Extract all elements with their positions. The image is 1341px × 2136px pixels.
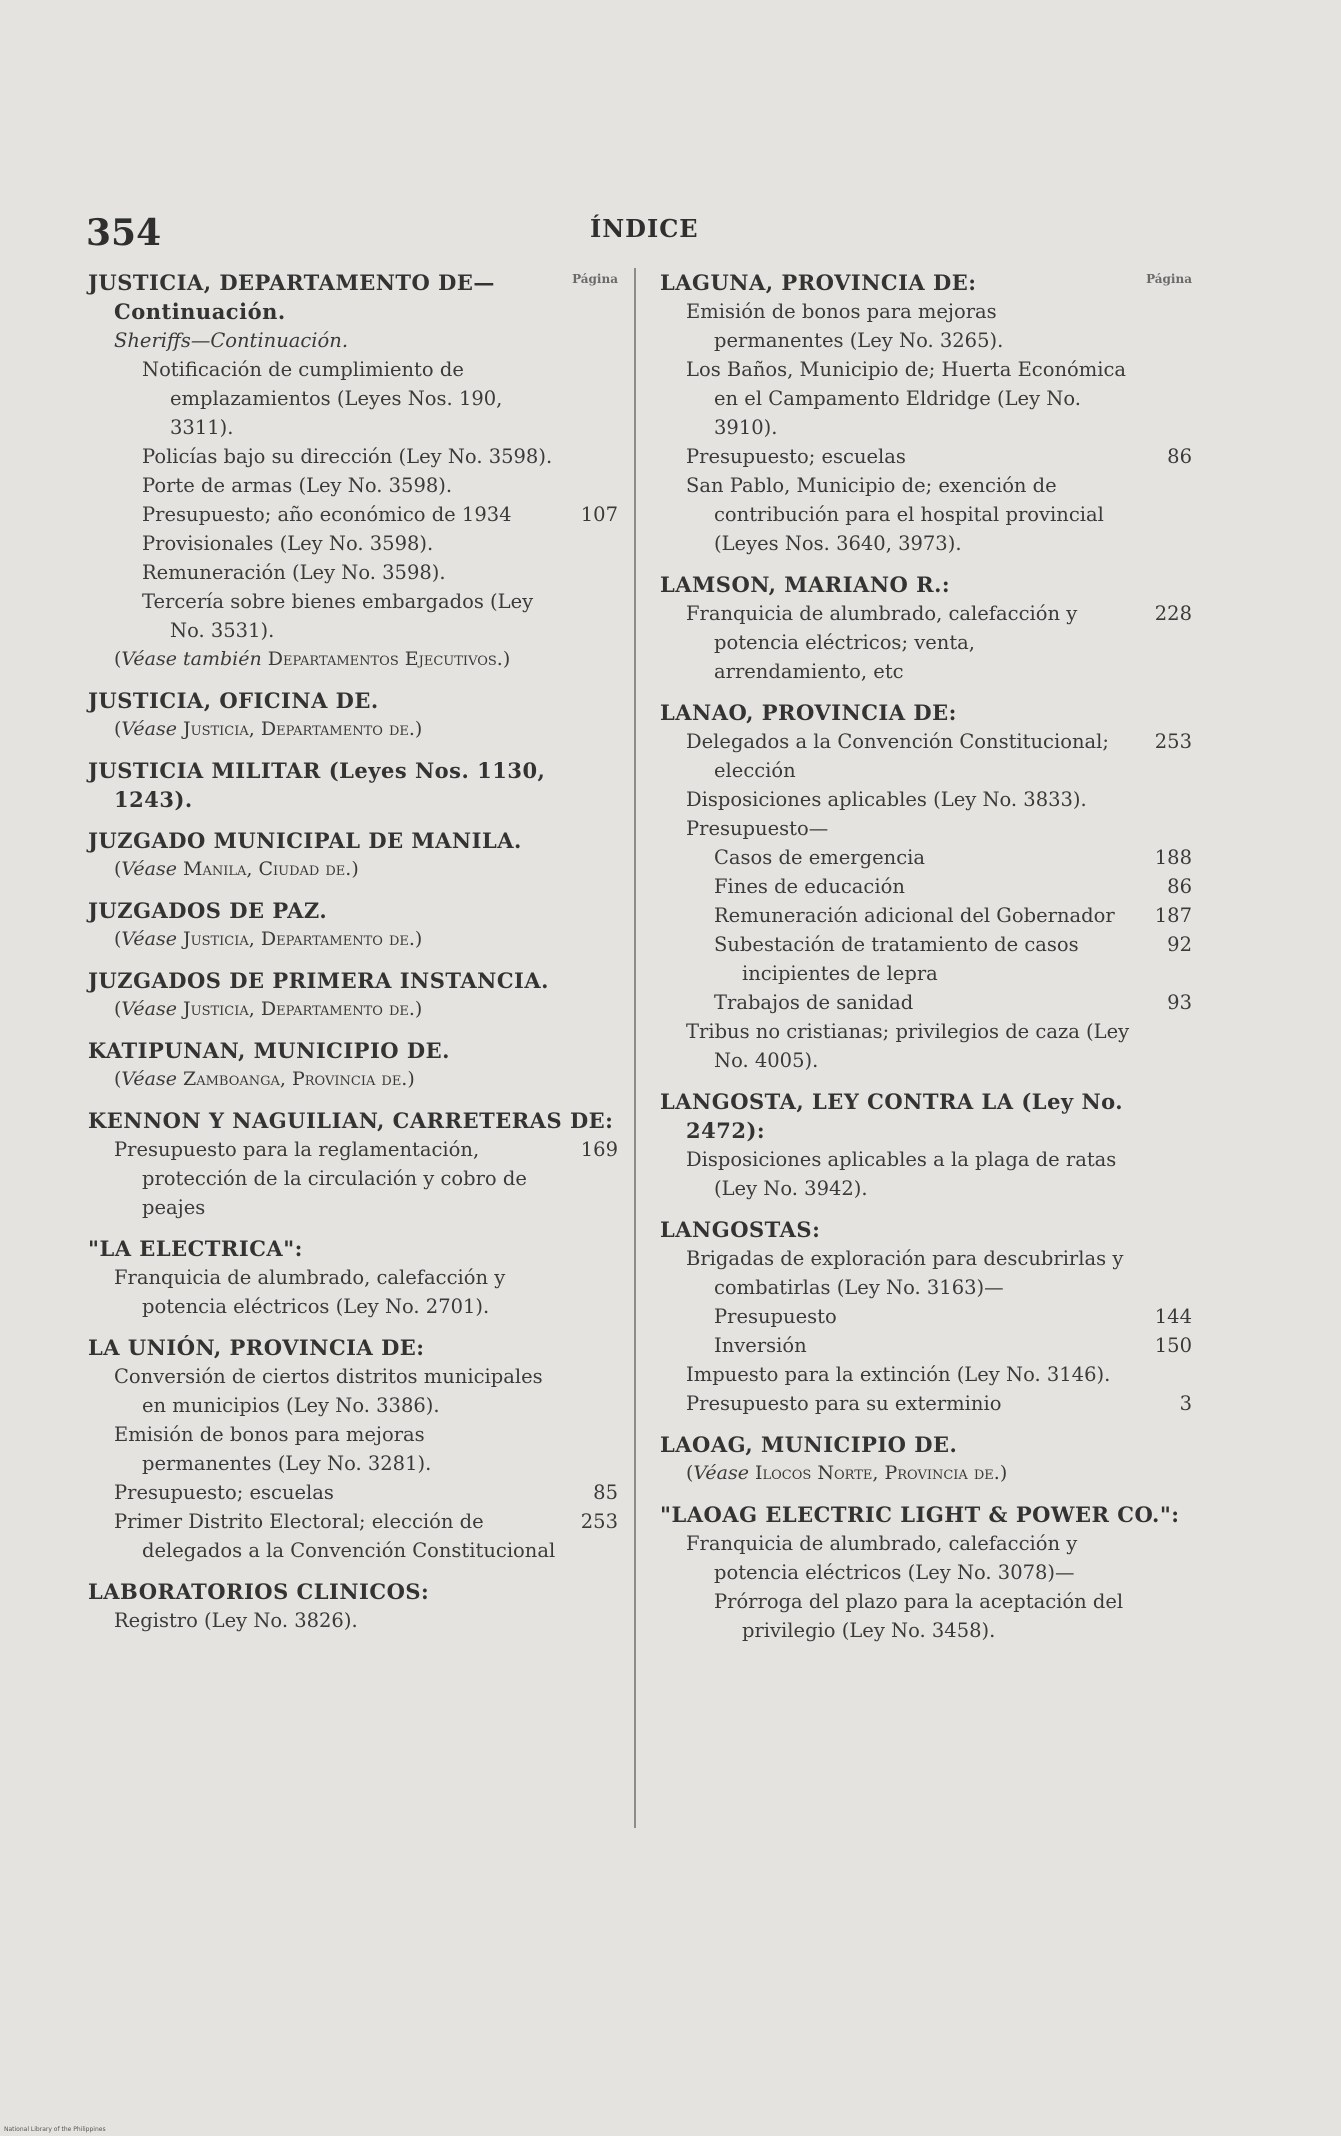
entry-heading: JUZGADOS DE PAZ. bbox=[88, 898, 328, 923]
subentry-text: Emisión de bonos para mejoras permanentes (Ley No. 3265). bbox=[686, 300, 1004, 352]
page-ref: 150 bbox=[1154, 1334, 1192, 1357]
subentry-text: Presupuesto para la reglamentación, protección de la circulación y cobro de peajes bbox=[114, 1138, 527, 1219]
subentry-text: Presupuesto; año económico de 1934 bbox=[142, 503, 512, 526]
subentry bbox=[88, 1507, 618, 1565]
subentry-text: Impuesto para la extinción (Ley No. 3146). bbox=[686, 1363, 1111, 1386]
index-entry bbox=[88, 826, 618, 884]
entry-heading: "LA ELECTRICA": bbox=[88, 1236, 303, 1261]
entry-heading: JUZGADOS DE PRIMERA INSTANCIA. bbox=[88, 968, 549, 993]
cross-ref-target: Manila, Ciudad de. bbox=[183, 858, 352, 880]
cross-ref-label: Véase bbox=[121, 928, 177, 950]
subentry bbox=[660, 1244, 1192, 1302]
page-ref bbox=[1130, 1017, 1192, 1075]
subentry bbox=[660, 785, 1192, 814]
index-entry bbox=[88, 1577, 618, 1635]
subentry-text: Brigadas de exploración para descubrirlas y combatirlas (Ley No. 3163)— bbox=[686, 1247, 1124, 1299]
page-ref: 107 bbox=[580, 503, 618, 526]
subentry bbox=[88, 1420, 618, 1478]
subentry-text: Trabajos de sanidad bbox=[714, 991, 914, 1014]
page-ref: 187 bbox=[1154, 904, 1192, 927]
subentry-text: Registro (Ley No. 3826). bbox=[114, 1609, 358, 1632]
subentry bbox=[660, 442, 1192, 471]
subentry-text: Notificación de cumplimiento de emplazamientos (Leyes Nos. 190, 3311). bbox=[142, 358, 503, 439]
index-entry bbox=[88, 686, 618, 744]
subentry bbox=[88, 500, 618, 529]
entry-heading: KATIPUNAN, MUNICIPIO DE. bbox=[88, 1038, 450, 1063]
subentry bbox=[660, 1587, 1192, 1645]
subentry bbox=[88, 1135, 618, 1222]
subentry-text: Presupuesto; escuelas bbox=[686, 445, 906, 468]
subentry-text: Tercería sobre bienes embargados (Ley No. 3531). bbox=[142, 590, 534, 642]
subentry-text: Presupuesto— bbox=[686, 817, 829, 840]
subentry-text: Porte de armas (Ley No. 3598). bbox=[142, 474, 453, 497]
index-entry bbox=[660, 1087, 1192, 1203]
entry-heading: LAMSON, MARIANO R.: bbox=[660, 572, 951, 597]
pagina-label: Página bbox=[572, 272, 618, 286]
index-entry bbox=[660, 268, 1192, 558]
page-ref bbox=[1130, 785, 1192, 814]
subentry-text: San Pablo, Municipio de; exención de contribución para el hospital provincial (Leyes Nos. 3640, 3973). bbox=[686, 474, 1104, 555]
subentry-text: Conversión de ciertos distritos municipales en municipios (Ley No. 3386). bbox=[114, 1365, 543, 1417]
subentry bbox=[660, 1360, 1192, 1389]
subentry-text: Remuneración (Ley No. 3598). bbox=[142, 561, 446, 584]
subentry bbox=[88, 529, 618, 558]
page-ref bbox=[556, 1263, 618, 1321]
index-entry bbox=[660, 570, 1192, 686]
entry-heading: "LAOAG ELECTRIC LIGHT & POWER CO.": bbox=[660, 1502, 1180, 1527]
index-column-right bbox=[660, 268, 1192, 1657]
page-ref bbox=[556, 529, 618, 558]
subentry bbox=[88, 587, 618, 645]
page-ref: 253 bbox=[1154, 730, 1192, 753]
subentry bbox=[660, 471, 1192, 558]
index-entry bbox=[88, 966, 618, 1024]
cross-ref-label: Véase bbox=[121, 858, 177, 880]
cross-reference: (Véase Ilocos Norte, Provincia de.) bbox=[686, 1462, 1008, 1484]
page-ref: 86 bbox=[1167, 875, 1192, 898]
page-ref bbox=[556, 326, 618, 355]
running-head: ÍNDICE bbox=[590, 214, 699, 243]
entry-heading: JUSTICIA, DEPARTAMENTO DE— Continuación. bbox=[88, 270, 495, 324]
cross-ref-label: Véase también bbox=[121, 648, 262, 670]
cross-reference: (Véase Justicia, Departamento de.) bbox=[114, 998, 423, 1020]
subentry-text: Tribus no cristianas; privilegios de caza (Ley No. 4005). bbox=[686, 1020, 1130, 1072]
subentry-text: Emisión de bonos para mejoras permanentes (Ley No. 3281). bbox=[114, 1423, 432, 1475]
subentry-text: Franquicia de alumbrado, calefacción y potencia eléctricos; venta, arrendamiento, etc bbox=[686, 602, 1078, 683]
entry-heading: LA UNIÓN, PROVINCIA DE: bbox=[88, 1335, 425, 1360]
entry-heading: JUSTICIA MILITAR (Leyes Nos. 1130, 1243). bbox=[88, 758, 546, 812]
footer-credit: National Library of the Philippines bbox=[4, 2126, 106, 2133]
subentry bbox=[660, 988, 1192, 1017]
page-ref bbox=[1130, 1360, 1192, 1389]
cross-reference: (Véase también Departamentos Ejecutivos.) bbox=[114, 648, 511, 670]
subentry bbox=[660, 1529, 1192, 1587]
page-ref bbox=[1130, 297, 1192, 355]
subentry bbox=[88, 355, 618, 442]
index-column-left bbox=[88, 268, 618, 1647]
entry-heading: LANGOSTA, LEY CONTRA LA (Ley No. 2472): bbox=[660, 1089, 1124, 1143]
index-entry bbox=[88, 1036, 618, 1094]
subentry-text: Franquicia de alumbrado, calefacción y potencia eléctricos (Ley No. 2701). bbox=[114, 1266, 506, 1318]
subentry bbox=[660, 1145, 1192, 1203]
subentry-text: Prórroga del plazo para la aceptación del privilegio (Ley No. 3458). bbox=[714, 1590, 1124, 1642]
page-ref: 86 bbox=[1167, 445, 1192, 468]
pagina-label: Página bbox=[1146, 272, 1192, 286]
page-ref: 92 bbox=[1167, 933, 1192, 956]
entry-heading: LANGOSTAS: bbox=[660, 1217, 821, 1242]
subentry bbox=[660, 1331, 1192, 1360]
subentry-text: Franquicia de alumbrado, calefacción y potencia eléctricos (Ley No. 3078)— bbox=[686, 1532, 1078, 1584]
subentry bbox=[660, 599, 1192, 686]
entry-heading: JUSTICIA, OFICINA DE. bbox=[88, 688, 379, 713]
entry-heading: LAGUNA, PROVINCIA DE: bbox=[660, 270, 977, 295]
subentry-text: Subestación de tratamiento de casos incipientes de lepra bbox=[714, 933, 1079, 985]
subentry-text: Policías bajo su dirección (Ley No. 3598). bbox=[142, 445, 553, 468]
index-entry bbox=[88, 1333, 618, 1565]
subentry bbox=[88, 1478, 618, 1507]
cross-ref-target: Justicia, Departamento de. bbox=[183, 718, 415, 740]
page-ref: 188 bbox=[1154, 846, 1192, 869]
page-ref: 169 bbox=[580, 1138, 618, 1161]
page-ref bbox=[556, 1420, 618, 1478]
subentry-text: Los Baños, Municipio de; Huerta Económica en el Campamento Eldridge (Ley No. 3910). bbox=[686, 358, 1127, 439]
index-entry bbox=[660, 1430, 1192, 1488]
cross-ref-label: Véase bbox=[121, 998, 177, 1020]
cross-ref-target: Zamboanga, Provincia de. bbox=[183, 1068, 408, 1090]
subentry bbox=[660, 814, 1192, 843]
subentry bbox=[660, 843, 1192, 872]
page-ref bbox=[556, 1362, 618, 1420]
column-divider bbox=[634, 268, 636, 1828]
page-ref bbox=[1130, 1244, 1192, 1302]
cross-ref-label: Véase bbox=[693, 1462, 749, 1484]
subentry-text: Provisionales (Ley No. 3598). bbox=[142, 532, 434, 555]
page-ref: 93 bbox=[1167, 991, 1192, 1014]
subentry bbox=[88, 471, 618, 500]
index-entry bbox=[88, 896, 618, 954]
index-entry bbox=[660, 1215, 1192, 1418]
subentry-text: Disposiciones aplicables a la plaga de ratas (Ley No. 3942). bbox=[686, 1148, 1117, 1200]
index-entry bbox=[660, 698, 1192, 1075]
page-ref bbox=[556, 558, 618, 587]
page-ref bbox=[556, 442, 618, 471]
entry-heading: JUZGADO MUNICIPAL DE MANILA. bbox=[88, 828, 522, 853]
page-ref bbox=[1130, 1587, 1192, 1645]
subentry-text: Casos de emergencia bbox=[714, 846, 925, 869]
subentry bbox=[88, 326, 618, 355]
subentry-text: Presupuesto para su exterminio bbox=[686, 1392, 1002, 1415]
subentry bbox=[660, 901, 1192, 930]
cross-reference: (Véase Zamboanga, Provincia de.) bbox=[114, 1068, 415, 1090]
page-ref bbox=[556, 471, 618, 500]
subentry bbox=[660, 1302, 1192, 1331]
entry-heading: LAOAG, MUNICIPIO DE. bbox=[660, 1432, 958, 1457]
page-ref: 85 bbox=[593, 1481, 618, 1504]
subentry bbox=[88, 558, 618, 587]
page-ref: 144 bbox=[1154, 1305, 1192, 1328]
subentry-text: Remuneración adicional del Gobernador bbox=[714, 904, 1115, 927]
page-number: 354 bbox=[86, 212, 162, 254]
page-ref: 3 bbox=[1179, 1392, 1192, 1415]
cross-reference: (Véase Justicia, Departamento de.) bbox=[114, 928, 423, 950]
index-entry bbox=[88, 1234, 618, 1321]
subentry bbox=[660, 727, 1192, 785]
index-entry bbox=[660, 1500, 1192, 1645]
page-ref bbox=[1130, 471, 1192, 558]
page-ref bbox=[556, 355, 618, 442]
cross-ref-target: Ilocos Norte, Provincia de. bbox=[755, 1462, 1000, 1484]
subentry bbox=[88, 1362, 618, 1420]
subentry bbox=[88, 442, 618, 471]
subentry-text: Presupuesto bbox=[714, 1305, 837, 1328]
cross-ref-target: Departamentos Ejecutivos. bbox=[267, 648, 503, 670]
page-ref: 228 bbox=[1154, 602, 1192, 625]
page-ref bbox=[1130, 1529, 1192, 1587]
page-ref bbox=[1130, 1145, 1192, 1203]
cross-ref-label: Véase bbox=[121, 1068, 177, 1090]
subentry-text: Fines de educación bbox=[714, 875, 905, 898]
subentry-text: Primer Distrito Electoral; elección de delegados a la Convención Constitucional bbox=[114, 1510, 556, 1562]
entry-heading: LABORATORIOS CLINICOS: bbox=[88, 1579, 430, 1604]
cross-ref-target: Justicia, Departamento de. bbox=[183, 998, 415, 1020]
subentry bbox=[660, 872, 1192, 901]
subentry bbox=[660, 1017, 1192, 1075]
subentry bbox=[660, 355, 1192, 442]
subentry-text: Inversión bbox=[714, 1334, 807, 1357]
index-entry bbox=[88, 268, 618, 674]
page-ref bbox=[556, 1606, 618, 1635]
subentry-text: Sheriffs—Continuación. bbox=[114, 329, 349, 352]
subentry bbox=[660, 297, 1192, 355]
page-ref bbox=[1130, 355, 1192, 442]
cross-ref-label: Véase bbox=[121, 718, 177, 740]
subentry-text: Disposiciones aplicables (Ley No. 3833). bbox=[686, 788, 1087, 811]
subentry-text: Presupuesto; escuelas bbox=[114, 1481, 334, 1504]
cross-ref-target: Justicia, Departamento de. bbox=[183, 928, 415, 950]
cross-reference: (Véase Justicia, Departamento de.) bbox=[114, 718, 423, 740]
cross-reference: (Véase Manila, Ciudad de.) bbox=[114, 858, 359, 880]
page-ref: 253 bbox=[580, 1510, 618, 1533]
page-ref bbox=[556, 587, 618, 645]
index-entry bbox=[88, 1106, 618, 1222]
index-entry bbox=[88, 756, 618, 814]
subentry bbox=[88, 1606, 618, 1635]
entry-heading: KENNON Y NAGUILIAN, CARRETERAS DE: bbox=[88, 1108, 614, 1133]
subentry bbox=[88, 1263, 618, 1321]
subentry bbox=[660, 930, 1192, 988]
entry-heading: LANAO, PROVINCIA DE: bbox=[660, 700, 957, 725]
subentry-text: Delegados a la Convención Constitucional; elección bbox=[686, 730, 1109, 782]
page-ref bbox=[1130, 814, 1192, 843]
subentry bbox=[660, 1389, 1192, 1418]
